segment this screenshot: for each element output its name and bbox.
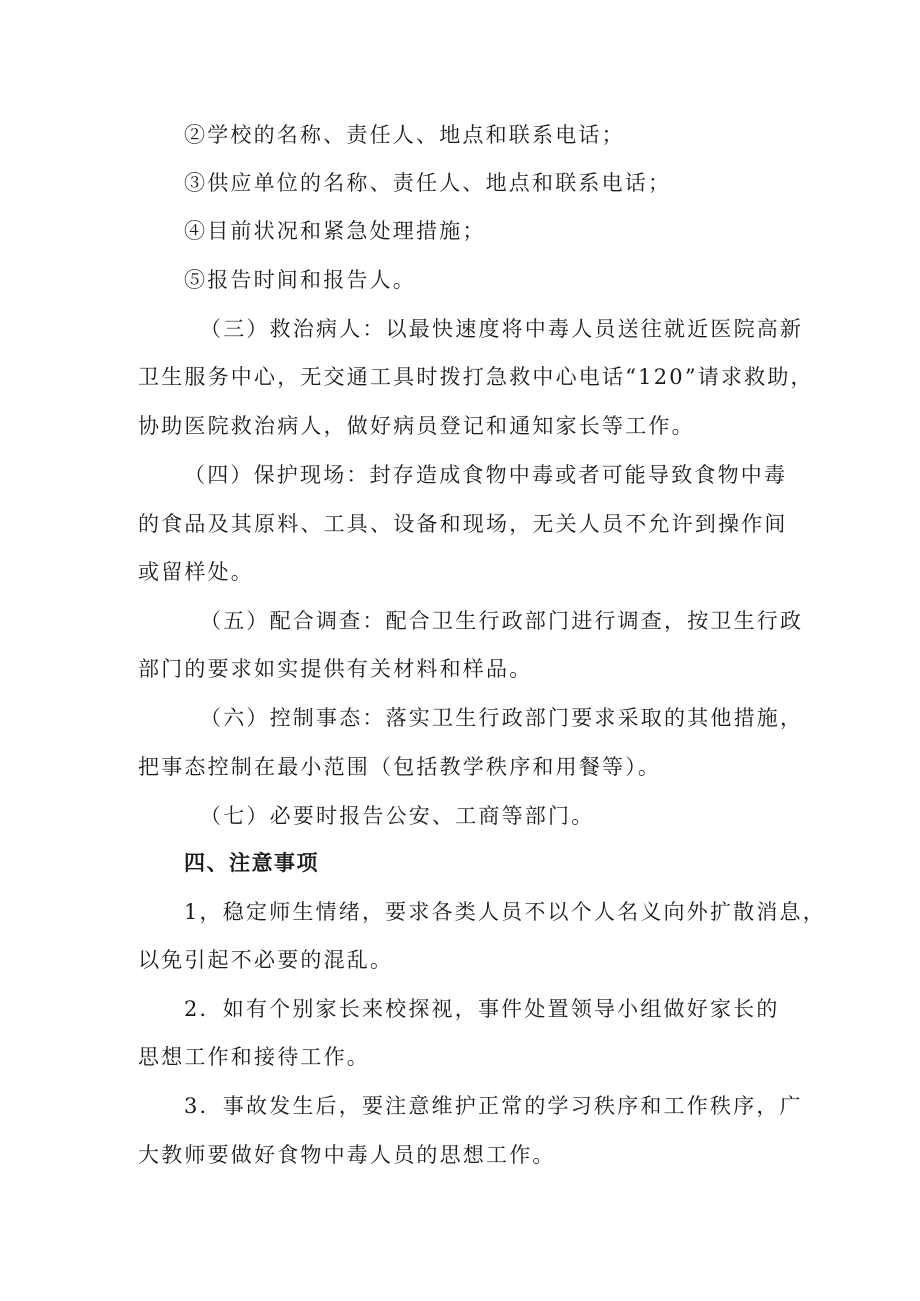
section-treat-line-2: 卫生服务中心，无交通工具时拨打急救中心电话“120”请求救助， (138, 365, 814, 389)
section-report-line-1: （七）必要时报告公安、工商等部门。 (200, 804, 595, 828)
section-treat-line-3: 协助医院救治病人，做好病员登记和通知家长等工作。 (138, 414, 695, 438)
note-2-line-1: 2．如有个别家长来校探视，事件处置领导小组做好家长的 (184, 997, 780, 1021)
note-3-line-1: 3．事故发生后，要注意维护正常的学习秩序和工作秩序，广 (184, 1094, 803, 1118)
section-protect-line-1: （四）保护现场：封存造成食物中毒或者可能导致食物中毒 (184, 463, 788, 487)
section-investigate-line-1: （五）配合调查：配合卫生行政部门进行调查，按卫生行政 (200, 609, 804, 633)
item-current-status: ④目前状况和紧急处理措施； (184, 219, 486, 243)
section-heading-notes: 四、注意事项 (184, 851, 319, 875)
item-supplier-info: ③供应单位的名称、责任人、地点和联系电话； (184, 171, 672, 195)
section-protect-line-3: 或留样处。 (138, 560, 254, 584)
section-control-line-2: 把事态控制在最小范围（包括教学秩序和用餐等）。 (138, 755, 662, 779)
note-1-line-1: 1，稳定师生情绪，要求各类人员不以个人名义向外扩散消息， (184, 900, 826, 924)
item-report-time: ⑤报告时间和报告人。 (184, 268, 416, 292)
section-control-line-1: （六）控制事态：落实卫生行政部门要求采取的其他措施， (200, 706, 804, 730)
note-2-line-2: 思想工作和接待工作。 (138, 1045, 370, 1069)
section-investigate-line-2: 部门的要求如实提供有关材料和样品。 (138, 657, 533, 681)
section-treat-line-1: （三）救治病人：以最快速度将中毒人员送往就近医院高新 (200, 317, 804, 341)
note-1-line-2: 以免引起不必要的混乱。 (138, 948, 394, 972)
note-3-line-2: 大教师要做好食物中毒人员的思想工作。 (138, 1143, 556, 1167)
item-school-info: ②学校的名称、责任人、地点和联系电话； (184, 123, 625, 147)
section-protect-line-2: 的食品及其原料、工具、设备和现场，无关人员不允许到操作间 (138, 512, 788, 536)
